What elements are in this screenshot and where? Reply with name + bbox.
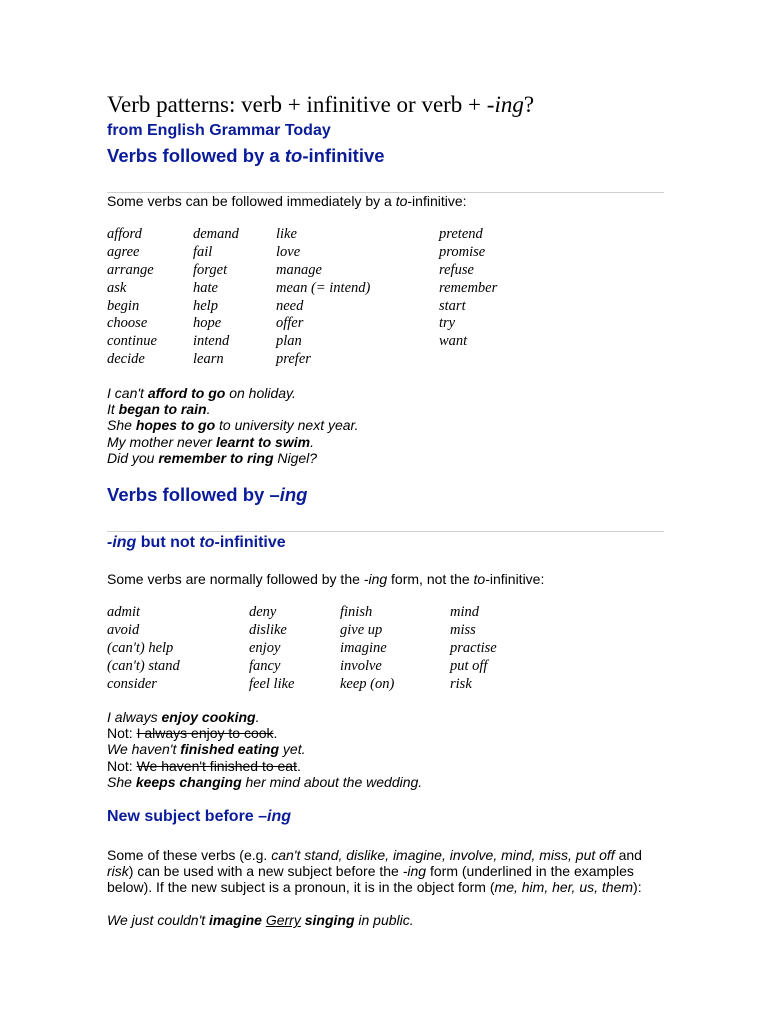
verb-item: promise: [439, 243, 486, 260]
verb-item: pretend: [439, 226, 483, 242]
verb-item: plan: [276, 333, 302, 350]
source-link[interactable]: from English Grammar Today: [107, 122, 331, 139]
verb-item: demand: [193, 226, 239, 242]
page-title: Verb patterns: verb + infinitive or verb + -ing?: [107, 92, 535, 117]
examples-to-infinitive: [107, 385, 359, 466]
verb-column: [249, 604, 294, 693]
verb-column: [107, 226, 157, 369]
verb-column: [276, 226, 370, 369]
verb-item: afford: [107, 226, 142, 242]
verb-item: avoid: [107, 621, 140, 638]
verb-item: dislike: [249, 621, 287, 638]
verb-item: intend: [193, 333, 230, 350]
divider: [107, 531, 664, 532]
verb-item: start: [439, 297, 466, 314]
verb-item: put off: [450, 657, 488, 674]
intro-text: Some verbs can be followed immediately by a to-infinitive:: [107, 193, 467, 209]
verb-item: forget: [193, 261, 228, 278]
verb-item: fail: [193, 243, 213, 260]
verb-item: miss: [450, 621, 476, 638]
verb-item: want: [439, 333, 468, 350]
verb-item: mind: [450, 604, 479, 620]
verb-item: (can't) stand: [107, 657, 180, 674]
verb-item: hate: [193, 279, 218, 296]
verb-item: involve: [340, 657, 382, 674]
example-line: Did you remember to ring Nigel?: [107, 449, 318, 466]
verb-item: offer: [276, 315, 304, 332]
verb-item: keep (on): [340, 675, 395, 692]
verb-item: begin: [107, 297, 140, 314]
verb-item: learn: [193, 351, 224, 368]
verb-item: hope: [193, 315, 222, 332]
example-new-subject: We just couldn't imagine Gerry singing in public.: [107, 912, 414, 928]
incorrect-line: Not: I always enjoy to cook.: [107, 725, 278, 742]
example-line: I always enjoy cooking.: [107, 709, 260, 725]
verb-item: imagine: [340, 639, 387, 656]
verb-item: risk: [450, 675, 472, 692]
verb-item: like: [276, 226, 297, 242]
verb-item: enjoy: [249, 639, 281, 656]
verb-item: give up: [340, 621, 383, 638]
verb-item: prefer: [276, 351, 311, 368]
verb-item: continue: [107, 333, 157, 350]
verb-item: agree: [107, 243, 140, 260]
verb-column: [107, 604, 180, 693]
verb-item: mean (= intend): [276, 279, 371, 296]
verb-item: admit: [107, 604, 141, 620]
example-line: She hopes to go to university next year.: [107, 417, 359, 434]
verb-item: deny: [249, 604, 277, 620]
verb-item: love: [276, 243, 301, 260]
verb-column: [193, 226, 239, 369]
incorrect-line: Not: We haven't finished to eat.: [107, 757, 301, 774]
intro-text: Some verbs are normally followed by the -ing form, not the to-infinitive:: [107, 571, 545, 587]
verb-item: decide: [107, 351, 145, 368]
verb-item: feel like: [249, 675, 295, 692]
verb-item: need: [276, 297, 304, 314]
verb-item: practise: [450, 639, 497, 656]
example-line: I can't afford to go on holiday.: [107, 385, 296, 401]
subheading-ing-not-to: -ing but not to-infinitive: [107, 534, 286, 551]
example-line: We haven't finished eating yet.: [107, 741, 306, 758]
verb-item: ask: [107, 279, 127, 296]
verb-column: [340, 604, 394, 693]
verb-item: choose: [107, 315, 148, 332]
verb-column: [439, 226, 497, 351]
example-line: My mother never learnt to swim.: [107, 433, 314, 450]
examples-ing: [107, 709, 422, 790]
subheading-new-subject: New subject before –ing: [107, 808, 292, 825]
verb-item: help: [193, 297, 218, 314]
verb-item: try: [439, 315, 456, 332]
example-line: She keeps changing her mind about the wedding.: [107, 773, 423, 790]
verb-item: consider: [107, 675, 157, 692]
explanation-paragraph: Some of these verbs (e.g. can't stand, dislike, imagine, involve, mind, miss, put off and risk) can be used with a new subject before the -ing form (underlined in the examples below). If the new subject is a pronoun, it is in the object form (me, him, her, us, them):: [107, 847, 642, 896]
verb-item: remember: [439, 279, 498, 296]
verb-item: refuse: [439, 261, 474, 278]
verb-item: finish: [340, 604, 373, 620]
verb-item: manage: [276, 261, 322, 278]
verb-item: arrange: [107, 261, 154, 278]
section-heading-to-infinitive: Verbs followed by a to-infinitive: [107, 145, 385, 166]
verb-item: fancy: [249, 657, 281, 674]
example-line: It began to rain.: [107, 401, 211, 418]
verb-item: (can't) help: [107, 639, 174, 656]
section-heading-ing: Verbs followed by –ing: [107, 484, 308, 505]
verb-column: [450, 604, 497, 693]
